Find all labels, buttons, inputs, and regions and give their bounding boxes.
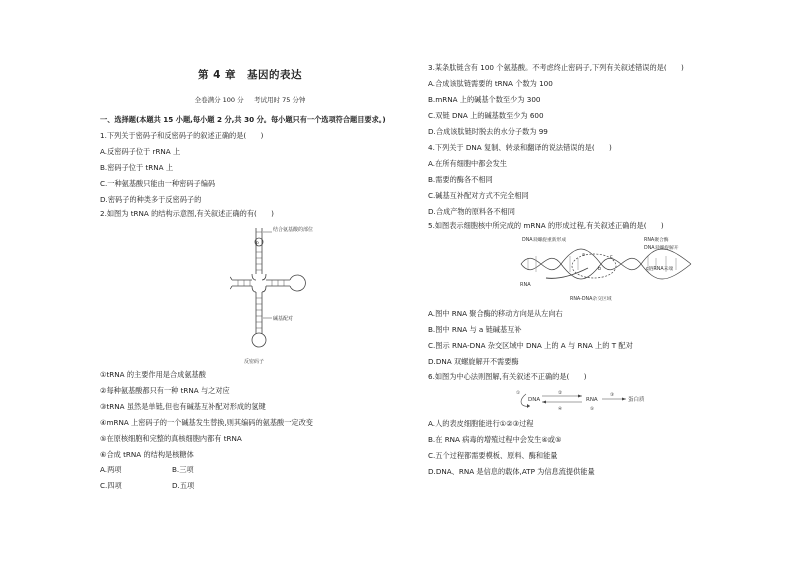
q6-option-d: D.DNA、RNA 是信息的载体,ATP 为信息流提供能量 — [428, 467, 595, 476]
time-label: 考试用时 — [253, 96, 280, 104]
q2-statement-1: ①tRNA 的主要作用是合成氨基酸 — [100, 370, 206, 379]
time-value: 75 分钟 — [282, 96, 306, 104]
label-polymerase: RNA聚合酶 — [644, 238, 669, 243]
trna-anticodon-label: 反密码子 — [244, 359, 265, 365]
q3-option-a: A.合成该肽链需要的 tRNA 个数为 100 — [428, 79, 553, 88]
label-dna-unwind: DNA双螺旋解开 — [644, 246, 679, 251]
dogma-protein: 蛋白质 — [628, 397, 645, 403]
q4-option-b: B.需要的酶各不相同 — [428, 175, 493, 184]
q5-option-c: C.图示 RNA-DNA 杂交区域中 DNA 上的 A 与 RNA 上的 T 配对 — [428, 341, 633, 350]
q5-option-a: A.图中 RNA 聚合酶的移动方向是从左向右 — [428, 309, 563, 318]
q3-option-d: D.合成该肽链时脱去的水分子数为 99 — [428, 127, 548, 136]
q2-statement-2: ②每种氨基酸都只有一种 tRNA 与之对应 — [100, 386, 230, 395]
q2-option-b: B.三项 — [172, 465, 194, 474]
central-dogma-figure — [516, 384, 656, 414]
q6-option-c: C.五个过程都需要模板、原料、酶和能量 — [428, 451, 558, 460]
q1-option-a: A.反密码子位于 rRNA 上 — [100, 147, 181, 156]
transcription-figure — [516, 234, 696, 306]
trna-figure — [230, 222, 400, 367]
q4-option-a: A.在所有细胞中都会发生 — [428, 159, 507, 168]
q1-option-c: C.一种氨基酸只能由一种密码子编码 — [100, 179, 216, 188]
q2-statement-4: ④mRNA 上密码子的一个碱基发生替换,则其编码的氨基酸一定改变 — [100, 418, 313, 427]
label-c-end: c链RNA末端 — [646, 267, 674, 272]
q2-option-a: A.两项 — [100, 465, 122, 474]
q4-option-d: D.合成产物的原料各不相同 — [428, 207, 515, 216]
label-dna-reform: DNA双螺旋重新形成 — [522, 238, 567, 243]
q2-statement-3: ③tRNA 虽然是单链,但也有碱基互补配对形成的氢键 — [100, 402, 266, 411]
dogma-n4: ④ — [558, 407, 563, 412]
dogma-dna: DNA — [528, 397, 541, 403]
dogma-n1: ① — [516, 391, 521, 396]
q4-stem: 4.下列关于 DNA 复制、转录和翻译的说法错误的是( ) — [428, 143, 612, 152]
q2-option-d: D.五项 — [172, 481, 195, 490]
q1-stem: 1.下列关于密码子和反密码子的叙述正确的是( ) — [100, 131, 264, 140]
q3-stem: 3.某条肽链含有 100 个氨基酸。不考虑终止密码子,下列有关叙述错误的是( ) — [428, 63, 684, 72]
q5-option-d: D.DNA 双螺旋解开不需要酶 — [428, 357, 519, 366]
label-hybrid: RNA-DNA杂交区域 — [570, 297, 612, 302]
label-rna: RNA — [520, 282, 531, 288]
q3-option-b: B.mRNA 上的碱基个数至少为 300 — [428, 95, 541, 104]
q3-option-c: C.双链 DNA 上的碱基数至少为 600 — [428, 111, 544, 120]
q6-stem: 6.如图为中心法则图解,有关叙述不正确的是( ) — [428, 372, 587, 381]
q2-stem: 2.如图为 tRNA 的结构示意图,有关叙述正确的有( ) — [100, 209, 274, 218]
q1-option-d: D.密码子的种类多于反密码子的 — [100, 195, 202, 204]
q5-stem: 5.如图表示细胞核中所完成的 mRNA 的形成过程,有关叙述正确的是( ) — [428, 221, 664, 230]
label-a: a — [582, 253, 585, 258]
dogma-rna: RNA — [586, 397, 598, 403]
q6-option-a: A.人的表皮细胞能进行①②③过程 — [428, 419, 534, 428]
page-title: 第 4 章 基因的表达 — [197, 69, 303, 81]
dogma-n5: ⑤ — [590, 407, 595, 412]
trna-site-label: 结合氨基酸的部位 — [273, 227, 314, 233]
dogma-n2: ② — [558, 391, 563, 396]
q4-option-c: C.碱基互补配对方式不完全相同 — [428, 191, 529, 200]
trna-pair-label: 碱基配对 — [273, 316, 294, 322]
label-b: b — [598, 267, 602, 272]
trna-p-label: P — [256, 242, 259, 247]
score-label: 全卷满分 — [194, 96, 221, 104]
q2-statement-5: ⑤在原核细胞和完整的真核细胞内都有 tRNA — [100, 434, 242, 443]
q2-option-c: C.四项 — [100, 481, 122, 490]
label-c: c — [610, 255, 613, 260]
q5-option-b: B.图中 RNA 与 a 链碱基互补 — [428, 325, 522, 334]
score-value: 100 分 — [222, 96, 244, 104]
dogma-n3: ③ — [610, 393, 615, 398]
exam-info — [100, 97, 400, 104]
section-heading: 一、选择题(本题共 15 小题,每小题 2 分,共 30 分。每小题只有一个选项符合题目要求。) — [100, 115, 386, 124]
q2-statement-6: ⑥合成 tRNA 的结构是核糖体 — [100, 450, 194, 459]
q1-option-b: B.密码子位于 tRNA 上 — [100, 163, 174, 172]
q6-option-b: B.在 RNA 病毒的增殖过程中会发生④或⑤ — [428, 435, 562, 444]
